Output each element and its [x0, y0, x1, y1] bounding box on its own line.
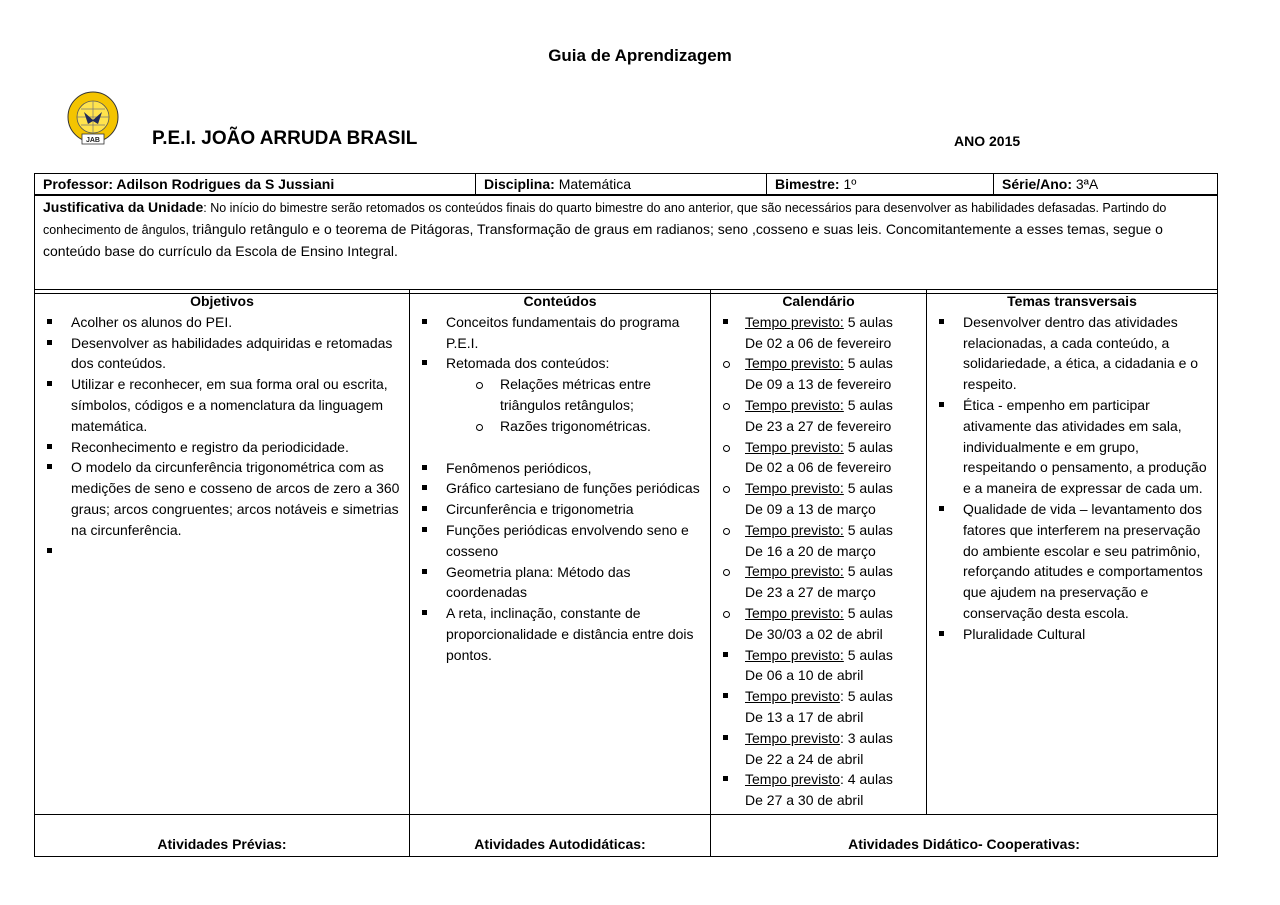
school-logo: [64, 90, 122, 148]
conteudos-cell: [410, 290, 711, 815]
conteudos-list: [416, 312, 704, 666]
calendario-list: [717, 312, 920, 811]
bimestre-label: Bimestre:: [775, 176, 840, 192]
list-item: Funções periódicas envolvendo seno e cosseno: [416, 520, 704, 562]
calendar-item: Tempo previsto: 5 aulas De 09 a 13 de março: [717, 478, 920, 520]
temas-cell: [927, 290, 1218, 815]
calendario-header: Calendário: [782, 293, 855, 309]
serie-cell: [994, 174, 1218, 196]
list-item: Fenômenos periódicos,: [416, 458, 704, 479]
list-item: Ética - empenho em participar ativamente das atividades em sala, individualmente e em grupo, respeitando o pensamento, a produção e a maneira de expressar de cada um.: [933, 395, 1211, 499]
temas-list: [933, 312, 1211, 645]
justificativa-cell: [35, 195, 1218, 294]
list-item: O modelo da circunferência trigonométrica com as medições de seno e cosseno de arcos de zero a 360 graus; arcos congruentes; arcos notáveis e simetrias na circunferência.: [41, 457, 403, 540]
justificativa-table: [34, 194, 1218, 294]
calendar-item: Tempo previsto: 5 aulas De 09 a 13 de fevereiro: [717, 353, 920, 395]
list-item: Gráfico cartesiano de funções periódicas: [416, 478, 704, 499]
atividades-previas: Atividades Prévias:: [35, 815, 410, 857]
list-item: Conceitos fundamentais do programa P.E.I.: [416, 312, 704, 354]
bimestre-value: 1º: [843, 176, 857, 192]
calendar-item: Tempo previsto: 3 aulas De 22 a 24 de abril: [717, 728, 920, 770]
calendar-item: Tempo previsto: 4 aulas De 27 a 30 de abril: [717, 769, 920, 811]
list-item: Circunferência e trigonometria: [416, 499, 704, 520]
list-item: A reta, inclinação, constante de proporcionalidade e distância entre dois pontos.: [416, 603, 704, 665]
list-item: Reconhecimento e registro da periodicidade.: [41, 437, 403, 458]
calendar-item: Tempo previsto: 5 aulas De 23 a 27 de março: [717, 561, 920, 603]
list-item: Acolher os alunos do PEI.: [41, 312, 403, 333]
calendar-item: Tempo previsto: 5 aulas De 16 a 20 de março: [717, 520, 920, 562]
calendar-item: Tempo previsto: 5 aulas De 06 a 10 de abril: [717, 645, 920, 687]
list-item: Geometria plana: Método das coordenadas: [416, 562, 704, 604]
atividades-autodidaticas: Atividades Autodidáticas:: [410, 815, 711, 857]
year-label: ANO 2015: [954, 133, 1021, 149]
svg-text:JAB: JAB: [85, 137, 101, 144]
calendar-item: Tempo previsto: 5 aulas De 02 a 06 de fevereiro: [717, 437, 920, 479]
objetivos-list: [41, 312, 403, 562]
list-item: Utilizar e reconhecer, em sua forma oral ou escrita, símbolos, códigos e a nomenclatura da linguagem matemática.: [41, 374, 403, 436]
document-title: Guia de Aprendizagem: [548, 46, 732, 65]
school-name: P.E.I. JOÃO ARRUDA BRASIL: [152, 128, 418, 149]
serie-value: 3ªA: [1075, 176, 1099, 192]
justificativa-text-small: : No início do bimestre serão retomados os conteúdos finais do quarto bimestre do ano anterior, que são necessários para desenvolver as habilidades defasadas. Partindo do conhecimento de ângulos,: [43, 201, 1167, 237]
serie-label: Série/Ano:: [1002, 176, 1073, 192]
justificativa-text: triângulo retângulo e o teorema de Pitágoras, Transformação de graus em radianos; seno ,cosseno e suas leis. Concomitantemente a esses temas, segue o conteúdo base do currículo da Escola de Ensino Integral.: [43, 220, 1163, 259]
sub-list-item: Razões trigonométricas.: [416, 416, 704, 437]
professor-cell: Professor: Adilson Rodrigues da S Jussiani: [35, 174, 476, 196]
plan-table: [34, 289, 1218, 857]
conteudos-header: Conteúdos: [523, 293, 597, 309]
list-item: Desenvolver as habilidades adquiridas e retomadas dos conteúdos.: [41, 333, 403, 375]
info-table: [34, 173, 1218, 196]
calendar-item: Tempo previsto: 5 aulas De 02 a 06 de fevereiro: [717, 312, 920, 354]
objetivos-cell: [35, 290, 410, 815]
calendario-cell: [711, 290, 927, 815]
list-item: Desenvolver dentro das atividades relacionadas, a cada conteúdo, a solidariedade, a ética, a cidadania e o respeito.: [933, 312, 1211, 395]
objetivos-header: Objetivos: [190, 293, 254, 309]
temas-header: Temas transversais: [1007, 293, 1137, 309]
disciplina-value: Matemática: [558, 176, 632, 192]
calendar-item: Tempo previsto: 5 aulas De 23 a 27 de fevereiro: [717, 395, 920, 437]
disciplina-cell: [476, 174, 767, 196]
calendar-item: Tempo previsto: 5 aulas De 30/03 a 02 de abril: [717, 603, 920, 645]
calendar-item: Tempo previsto: 5 aulas De 13 a 17 de abril: [717, 686, 920, 728]
empty-list-item: [41, 541, 403, 562]
list-item: Qualidade de vida – levantamento dos fatores que interferem na preservação do ambiente escolar e seu patrimônio, reforçando atitudes e comportamentos que ajudem na preservação e conservação desta escola.: [933, 499, 1211, 624]
list-item: Pluralidade Cultural: [933, 624, 1211, 645]
atividades-cooperativas: Atividades Didático- Cooperativas:: [711, 815, 1218, 857]
sub-list-item: Relações métricas entre triângulos retângulos;: [416, 374, 704, 416]
list-item: Retomada dos conteúdos:: [416, 353, 704, 374]
bimestre-cell: [767, 174, 994, 196]
disciplina-label: Disciplina:: [484, 176, 555, 192]
justificativa-label: Justificativa da Unidade: [43, 199, 204, 215]
list-gap: [416, 437, 704, 458]
